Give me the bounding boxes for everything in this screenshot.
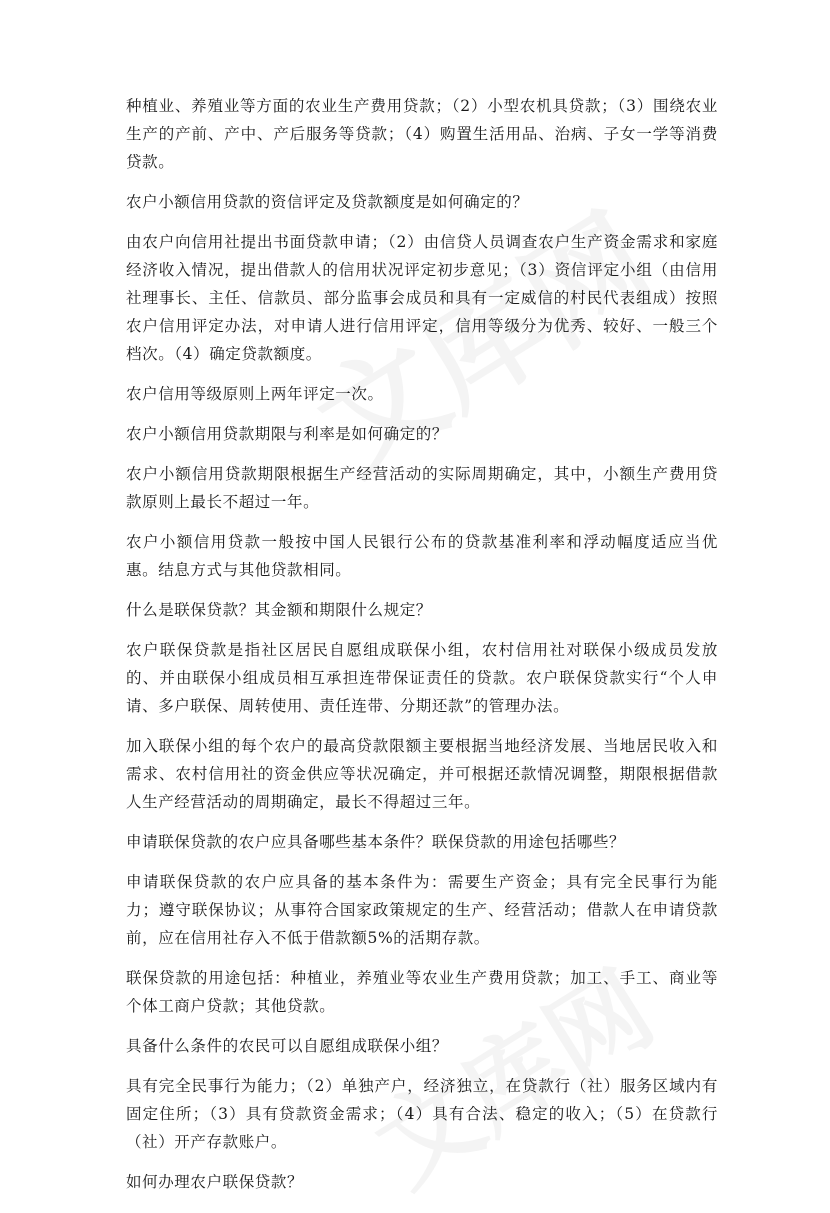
paragraph: 种植业、养殖业等方面的农业生产费用贷款；（2）小型农机具贷款；（3）围绕农业生产的产前、产中、产后服务等贷款；（4）购置生活用品、治病、子女一学等消费贷款。 bbox=[126, 97, 718, 171]
paragraph: 农户小额信用贷款期限根据生产经营活动的实际周期确定，其中，小额生产费用贷款原则上最长不超过一年。 bbox=[126, 465, 718, 511]
question-heading: 农户小额信用贷款期限与利率是如何确定的？ bbox=[126, 425, 449, 443]
question-heading: 什么是联保贷款？其金额和期限什么规定？ bbox=[126, 601, 432, 619]
paragraph: 具有完全民事行为能力；（2）单独产户，经济独立，在贷款行（社）服务区域内有固定住所；（3）具有贷款资金需求；（4）具有合法、稳定的收入；（5）在贷款行（社）开产存款账户。 bbox=[126, 1077, 718, 1151]
paragraph: 农户信用等级原则上两年评定一次。 bbox=[126, 385, 384, 403]
paragraph: 加入联保小组的每个农户的最高贷款限额主要根据当地经济发展、当地居民收入和需求、农村信用社的资金供应等状况确定，并可根据还款情况调整，期限根据借款人生产经营活动的周期确定，最长不得超过三年。 bbox=[126, 737, 718, 811]
paragraph: 联保贷款的用途包括：种植业，养殖业等农业生产费用贷款；加工、手工、商业等个体工商户贷款；其他贷款。 bbox=[126, 969, 718, 1015]
question-heading: 申请联保贷款的农户应具备哪些基本条件？联保贷款的用途包括哪些？ bbox=[126, 833, 626, 851]
paragraph: 申请联保贷款的农户应具备的基本条件为：需要生产资金；具有完全民事行为能力；遵守联保协议；从事符合国家政策规定的生产、经营活动；借款人在申请贷款前，应在信用社存入不低于借款额5%的活期存款。 bbox=[126, 873, 718, 947]
paragraph: 农户小额信用贷款一般按中国人民银行公布的贷款基准利率和浮动幅度适应当优惠。结息方式与其他贷款相同。 bbox=[126, 533, 718, 579]
question-heading: 农户小额信用贷款的资信评定及贷款额度是如何确定的？ bbox=[126, 193, 529, 211]
question-heading: 如何办理农户联保贷款？ bbox=[126, 1173, 304, 1191]
document-body bbox=[126, 92, 718, 1208]
paragraph: 农户联保贷款是指社区居民自愿组成联保小组，农村信用社对联保小级成员发放的、并由联保小组成员相互承担连带保证责任的贷款。农户联保贷款实行“个人申请、多户联保、周转使用、责任连带、分期还款”的管理办法。 bbox=[126, 641, 718, 715]
question-heading: 具备什么条件的农民可以自愿组成联保小组？ bbox=[126, 1037, 449, 1055]
paragraph: 由农户向信用社提出书面贷款申请；（2）由信贷人员调查农户生产资金需求和家庭经济收入情况，提出借款人的信用状况评定初步意见；（3）资信评定小组（由信用社理事长、主任、信款员、部分监事会成员和具有一定威信的村民代表组成）按照农户信用评定办法，对申请人进行信用评定，信用等级分为优秀、较好、一般三个档次。（4）确定贷款额度。 bbox=[126, 233, 718, 363]
